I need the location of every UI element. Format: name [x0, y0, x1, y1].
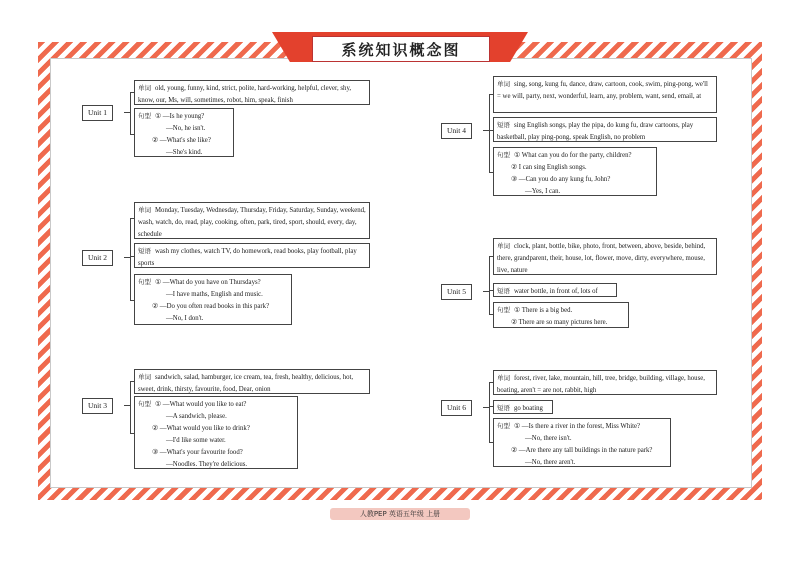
- sentence: —A sandwich, please.: [166, 413, 227, 420]
- unit-2-label: Unit 2: [82, 250, 113, 266]
- sentence: ① —What do you have on Thursdays?: [155, 279, 261, 286]
- sentence: ① —Is he young?: [155, 113, 205, 120]
- connector: [130, 92, 131, 134]
- footer-caption: 人教PEP 英语五年级 上册: [330, 508, 470, 520]
- unit-5-phrase-list: water bottle, in front of, lots of: [514, 288, 598, 295]
- unit-3-words: [134, 369, 370, 394]
- phrases-label: 短语: [138, 247, 151, 255]
- sentences-label: 句型: [138, 112, 151, 120]
- sentence: —She's kind.: [166, 149, 203, 156]
- words-label: 单词: [497, 80, 510, 88]
- unit-1-words: [134, 80, 370, 105]
- unit-2-phrases: [134, 243, 370, 268]
- unit-5-label: Unit 5: [441, 284, 472, 300]
- unit-4-sentences: [493, 147, 657, 196]
- unit-6-phrases: [493, 400, 553, 414]
- phrases-label: 短语: [497, 121, 510, 129]
- unit-4-word-list: sing, song, kung fu, dance, draw, cartoon, cook, swim, ping-pong, we'll = we will, party, next, wonderful, learn, any, problem, want, send, email, at: [497, 81, 708, 100]
- unit-3-sentences: [134, 396, 298, 469]
- connector: [130, 218, 131, 300]
- sentence: —No, he isn't.: [166, 125, 206, 132]
- unit-4-label: Unit 4: [441, 123, 472, 139]
- words-label: 单词: [138, 206, 151, 214]
- sentence: —I'd like some water.: [166, 437, 226, 444]
- unit-6-word-list: forest, river, lake, mountain, hill, tree, bridge, building, village, house, boating, aren't = are not, rabbit, high: [497, 375, 705, 394]
- sentences-label: 句型: [138, 400, 151, 408]
- unit-4-phrases: [493, 117, 717, 142]
- sentence: —No, there isn't.: [525, 435, 572, 442]
- sentence: ① —Is there a river in the forest, Miss White?: [514, 423, 641, 430]
- sentence: —I have maths, English and music.: [166, 291, 263, 298]
- unit-6-words: [493, 370, 717, 395]
- unit-2-sentences: [134, 274, 292, 325]
- sentence: ① What can you do for the party, children?: [514, 152, 632, 159]
- sentence: ② —Do you often read books in this park?: [152, 303, 270, 310]
- sentences-label: 句型: [497, 422, 510, 430]
- connector: [489, 256, 490, 314]
- unit-2-words: [134, 202, 370, 239]
- unit-6-label: Unit 6: [441, 400, 472, 416]
- sentence: —Yes, I can.: [525, 188, 561, 195]
- sentences-label: 句型: [497, 306, 510, 314]
- phrases-label: 短语: [497, 287, 510, 295]
- sentence: —No, I don't.: [166, 315, 204, 322]
- sentence: ② —What's she like?: [152, 137, 211, 144]
- sentence: ① There is a big bed.: [514, 307, 573, 314]
- sentence: ① —What would you like to eat?: [155, 401, 247, 408]
- sentence: —Noodles. They're delicious.: [166, 461, 248, 468]
- unit-3-label: Unit 3: [82, 398, 113, 414]
- unit-4-phrase-list: sing English songs, play the pipa, do kung fu, draw cartoons, play basketball, play ping-pong, speak English, no problem: [497, 122, 694, 141]
- sentences-label: 句型: [497, 151, 510, 159]
- unit-4-words: [493, 76, 717, 113]
- unit-6-phrase-list: go boating: [514, 405, 543, 412]
- words-label: 单词: [497, 242, 510, 250]
- unit-1-word-list: old, young, funny, kind, strict, polite, hard-working, helpful, clever, shy, know, our, Ms, will, sometimes, robot, him, speak, finish: [138, 85, 352, 104]
- unit-3-word-list: sandwich, salad, hamburger, ice cream, tea, fresh, healthy, delicious, hot, sweet, drink, thirsty, favourite, food, Dear, onion: [138, 374, 354, 393]
- phrases-label: 短语: [497, 404, 510, 412]
- unit-1-sentences: [134, 108, 234, 157]
- unit-1-label: Unit 1: [82, 105, 113, 121]
- unit-2-phrase-list: wash my clothes, watch TV, do homework, read books, play football, play sports: [138, 248, 357, 267]
- connector: [489, 382, 490, 442]
- sentences-label: 句型: [138, 278, 151, 286]
- connector: [130, 381, 131, 433]
- sentence: ③ —Can you do any kung fu, John?: [511, 176, 611, 183]
- unit-6-sentences: [493, 418, 671, 467]
- unit-5-sentences: [493, 302, 629, 328]
- words-label: 单词: [138, 373, 151, 381]
- words-label: 单词: [497, 374, 510, 382]
- connector: [489, 94, 490, 172]
- sentence: ② There are so many pictures here.: [511, 319, 608, 326]
- words-label: 单词: [138, 84, 151, 92]
- sentence: ② —Are there any tall buildings in the nature park?: [511, 447, 653, 454]
- sentence: ③ —What's your favourite food?: [152, 449, 243, 456]
- unit-2-word-list: Monday, Tuesday, Wednesday, Thursday, Friday, Saturday, Sunday, weekend, wash, watch, do, read, play, cooking, often, park, tired, sport, should, every, day, schedule: [138, 207, 366, 238]
- page-title: 系统知识概念图: [312, 36, 490, 62]
- sentence: ② I can sing English songs.: [511, 164, 587, 171]
- unit-5-phrases: [493, 283, 617, 297]
- unit-5-word-list: clock, plant, bottle, bike, photo, front, between, above, beside, behind, there, grandparent, their, house, lot, flower, move, dirty, everywhere, mouse, live, nature: [497, 243, 706, 274]
- sentence: —No, there aren't.: [525, 459, 576, 466]
- sentence: ② —What would you like to drink?: [152, 425, 250, 432]
- unit-5-words: [493, 238, 717, 275]
